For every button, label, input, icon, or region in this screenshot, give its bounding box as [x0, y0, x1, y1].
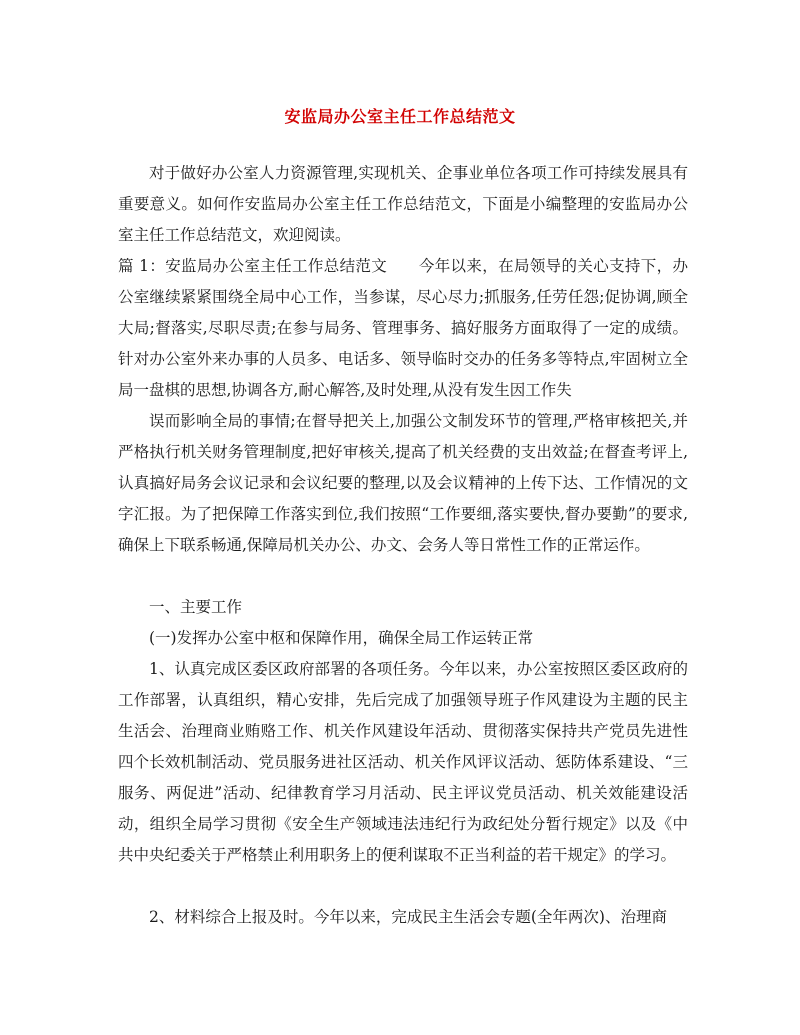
section-heading-main-work: 一、主要工作 — [149, 598, 243, 616]
subsection-heading-1: (一)发挥办公室中枢和保障作用，确保全局工作运转正常 — [149, 629, 534, 647]
item-1-paragraph: 1、认真完成区委区政府部署的各项任务。今年以来，办公室按照区委区政府的工作部署，认真组织，精心安排，先后完成了加强领导班子作风建设为主题的民主生活会、治理商业贿赂工作、机关作风建设年活动、贯彻落实保持共产党员先进性四个长效机制活动、党员服务进社区活动、机关作风评议活动、惩防体系建设、“三服务、两促进”活动、纪律教育学习月活动、民主评议党员活动、机关效能建设活动，组织全局学习贯彻《安全生产领域违法违纪行为政纪处分暂行规定》以及《中共中央纪委关于严格禁止利用职务上的便利谋取不正当利益的若干规定》的学习。 — [118, 660, 688, 864]
document-title: 安监局办公室主任工作总结范文 — [284, 107, 516, 126]
intro-paragraph: 对于做好办公室人力资源管理,实现机关、企事业单位各项工作可持续发展具有重要意义。如何作安监局办公室主任工作总结范文，下面是小编整理的安监局办公室主任工作总结范文，欢迎阅读。 — [118, 164, 688, 244]
article-1-paragraph: 篇 1：安监局办公室主任工作总结范文 今年以来，在局领导的关心支持下，办公室继续紧紧围绕全局中心工作，当参谋，尽心尽力;抓服务,任劳任怨;促协调,顾全大局;督落实,尽职尽责;在参与局务、管理事务、搞好服务方面取得了一定的成绩。针对办公室外来办事的人员多、电话多、领导临时交办的任务多等特点,牢固树立全局一盘棋的思想,协调各方,耐心解答,及时处理,从没有发生因工作失 — [118, 257, 688, 399]
item-2-paragraph: 2、材料综合上报及时。今年以来，完成民主生活会专题(全年两次)、治理商 — [149, 908, 667, 926]
continuation-paragraph: 误而影响全局的事情;在督导把关上,加强公文制发环节的管理,严格审核把关,并严格执行机关财务管理制度,把好审核关,提高了机关经费的支出效益;在督查考评上,认真搞好局务会议记录和会议纪要的整理,以及会议精神的上传下达、工作情况的文字汇报。为了把保障工作落实到位,我们按照“工作要细,落实要快,督办要勤”的要求,确保上下联系畅通,保障局机关办公、办文、会务人等日常性工作的正常运作。 — [118, 412, 688, 554]
